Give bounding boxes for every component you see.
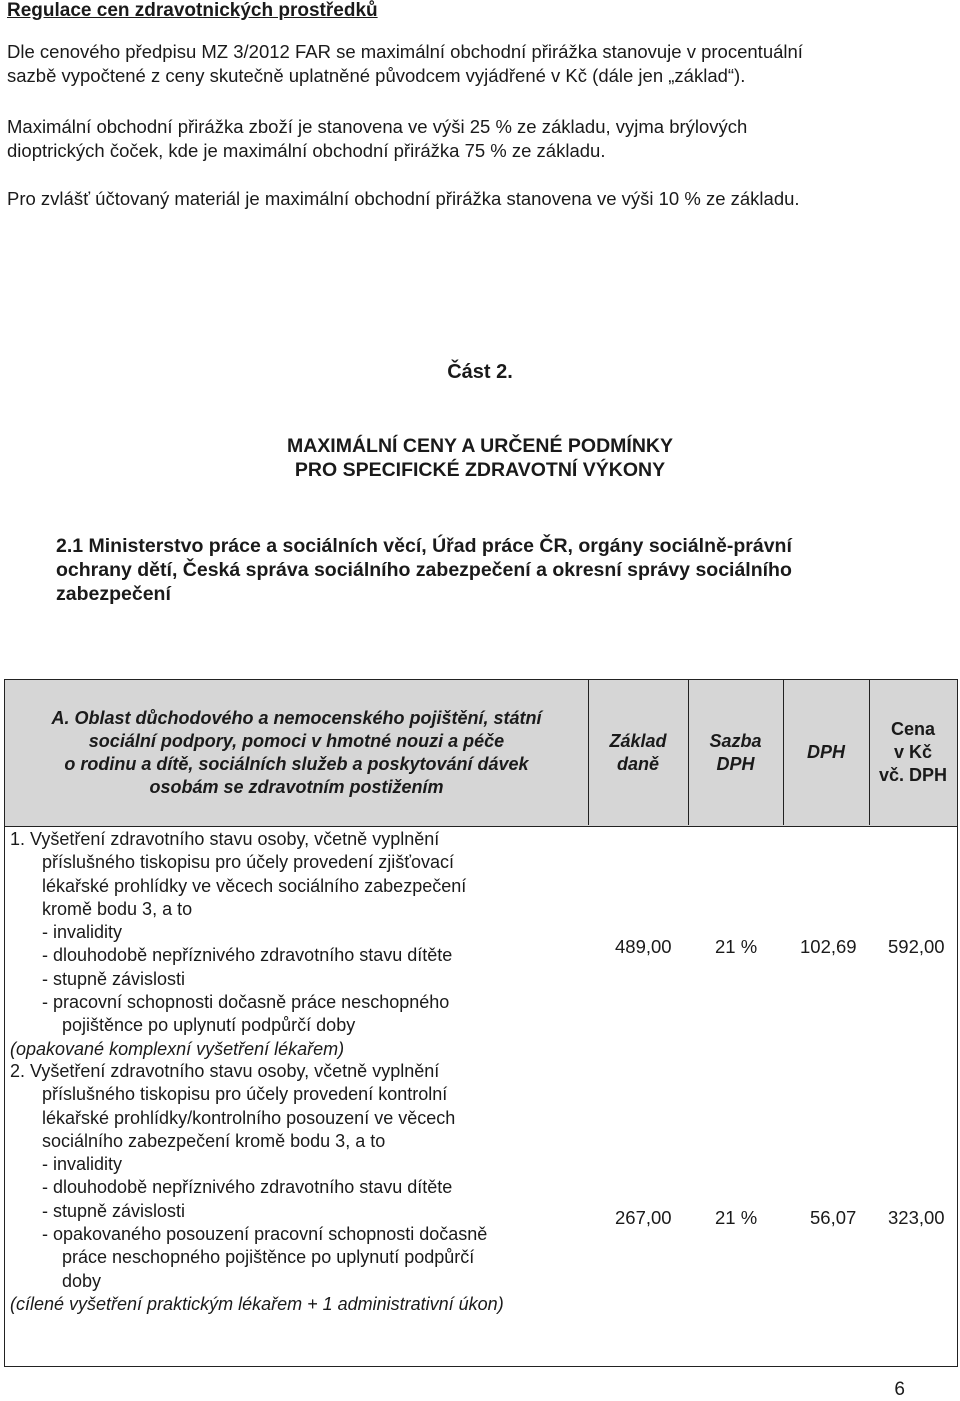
row-line: - dlouhodobě nepříznivého zdravotního stavu dítěte bbox=[42, 1177, 453, 1198]
section-heading-line: ochrany dětí, Česká správa sociálního zabezpečení a okresní správy sociálního bbox=[56, 559, 792, 581]
header-description-line: osobám se zdravotním postižením bbox=[149, 776, 444, 797]
paragraph-line: Maximální obchodní přirážka zboží je stanovena ve výši 25 % ze základu, vyjma brýlových bbox=[7, 116, 748, 137]
part-subtitle-line: MAXIMÁLNÍ CENY A URČENÉ PODMÍNKY bbox=[286, 435, 674, 457]
row-line: příslušného tiskopisu pro účely provedení kontrolní bbox=[42, 1084, 448, 1105]
row-line: - stupně závislosti bbox=[42, 968, 186, 989]
row-line: kromě bodu 3, a to bbox=[42, 898, 193, 919]
row-line: 2. Vyšetření zdravotního stavu osoby, včetně vyplnění bbox=[10, 1061, 440, 1081]
row-line: sociálního zabezpečení kromě bodu 3, a to bbox=[42, 1130, 386, 1151]
paragraph-line: Pro zvlášť účtovaný materiál je maximální obchodní přirážka stanovena ve výši 10 % ze základu. bbox=[7, 188, 800, 209]
header-price-line: Cena bbox=[890, 719, 935, 739]
paragraph-line: Dle cenového předpisu MZ 3/2012 FAR se maximální obchodní přirážka stanovuje v procentuální bbox=[7, 41, 803, 62]
row-1-tax-base: 489,00 bbox=[615, 936, 672, 957]
row-line: příslušného tiskopisu pro účely provedení zjišťovací bbox=[42, 852, 454, 873]
header-description bbox=[5, 680, 588, 825]
section-heading-line: zabezpečení bbox=[56, 583, 171, 605]
paragraph-price-regulation bbox=[7, 40, 952, 88]
row-line: - opakovaného posouzení pracovní schopnosti dočasně bbox=[42, 1224, 488, 1245]
page-number: 6 bbox=[894, 1379, 905, 1400]
header-tax-base bbox=[588, 680, 688, 825]
section-heading-line: 2.1 Ministerstvo práce a sociálních věcí, Úřad práce ČR, orgány sociálně-právní bbox=[56, 535, 792, 557]
paragraph-material-markup bbox=[7, 187, 952, 211]
table-row-1-description bbox=[10, 828, 466, 1061]
header-vat-rate-line: Sazba bbox=[709, 730, 762, 751]
row-line: (cílené vyšetření praktickým lékařem + 1 administrativní úkon) bbox=[10, 1293, 504, 1314]
row-line: - stupně závislosti bbox=[42, 1200, 186, 1221]
table-header bbox=[5, 680, 957, 827]
part-title: Část 2. bbox=[447, 361, 513, 383]
section-heading bbox=[56, 534, 936, 606]
header-price-line: v Kč bbox=[893, 742, 933, 762]
part-subtitle-line: PRO SPECIFICKÉ ZDRAVOTNÍ VÝKONY bbox=[294, 459, 666, 481]
row-2-price: 323,00 bbox=[888, 1207, 945, 1228]
header-vat bbox=[783, 680, 869, 825]
row-line: - invalidity bbox=[42, 1154, 123, 1175]
header-description-line: A. Oblast důchodového a nemocenského pojištění, státní bbox=[51, 707, 542, 728]
header-price bbox=[869, 680, 957, 825]
header-tax-base-line: daně bbox=[616, 753, 659, 774]
row-2-vat: 56,07 bbox=[810, 1207, 857, 1228]
header-description-line: sociální podpory, pomoci v hmotné nouzi a péče bbox=[88, 730, 505, 751]
page-heading: Regulace cen zdravotnických prostředků bbox=[7, 0, 378, 21]
paragraph-goods-markup bbox=[7, 115, 952, 163]
header-vat-rate-line: DPH bbox=[716, 753, 755, 774]
row-2-vat-rate: 21 % bbox=[715, 1207, 758, 1228]
row-line: práce neschopného pojištěnce po uplynutí podpůrčí bbox=[62, 1247, 475, 1268]
row-line: - invalidity bbox=[42, 922, 123, 943]
row-2-tax-base: 267,00 bbox=[615, 1207, 672, 1228]
paragraph-line: sazbě vypočtené z ceny skutečně uplatněné původcem vyjádřené v Kč (dále jen „základ“). bbox=[7, 65, 746, 86]
row-line: (opakované komplexní vyšetření lékařem) bbox=[10, 1038, 345, 1059]
row-1-price: 592,00 bbox=[888, 936, 945, 957]
table-row-2-description bbox=[10, 1060, 504, 1316]
header-description-line: o rodinu a dítě, sociálních služeb a poskytování dávek bbox=[64, 753, 529, 774]
row-line: lékařské prohlídky ve věcech sociálního zabezpečení bbox=[42, 875, 467, 896]
price-table bbox=[4, 679, 958, 1367]
header-tax-base-line: Základ bbox=[609, 730, 667, 751]
header-price-line: vč. DPH bbox=[878, 765, 948, 785]
row-line: lékařské prohlídky/kontrolního posouzení ve věcech bbox=[42, 1107, 456, 1128]
header-vat-rate bbox=[688, 680, 783, 825]
header-vat-label: DPH bbox=[806, 742, 845, 762]
row-line: - pracovní schopnosti dočasně práce neschopného bbox=[42, 992, 450, 1013]
row-line: doby bbox=[62, 1270, 102, 1291]
paragraph-line: dioptrických čoček, kde je maximální obchodní přirážka 75 % ze základu. bbox=[7, 140, 606, 161]
row-line: - dlouhodobě nepříznivého zdravotního stavu dítěte bbox=[42, 945, 453, 966]
row-line: 1. Vyšetření zdravotního stavu osoby, včetně vyplnění bbox=[10, 829, 440, 849]
row-line: pojištěnce po uplynutí podpůrčí doby bbox=[62, 1015, 356, 1036]
row-1-vat: 102,69 bbox=[800, 936, 857, 957]
row-1-vat-rate: 21 % bbox=[715, 936, 758, 957]
part-subtitle bbox=[0, 434, 960, 482]
